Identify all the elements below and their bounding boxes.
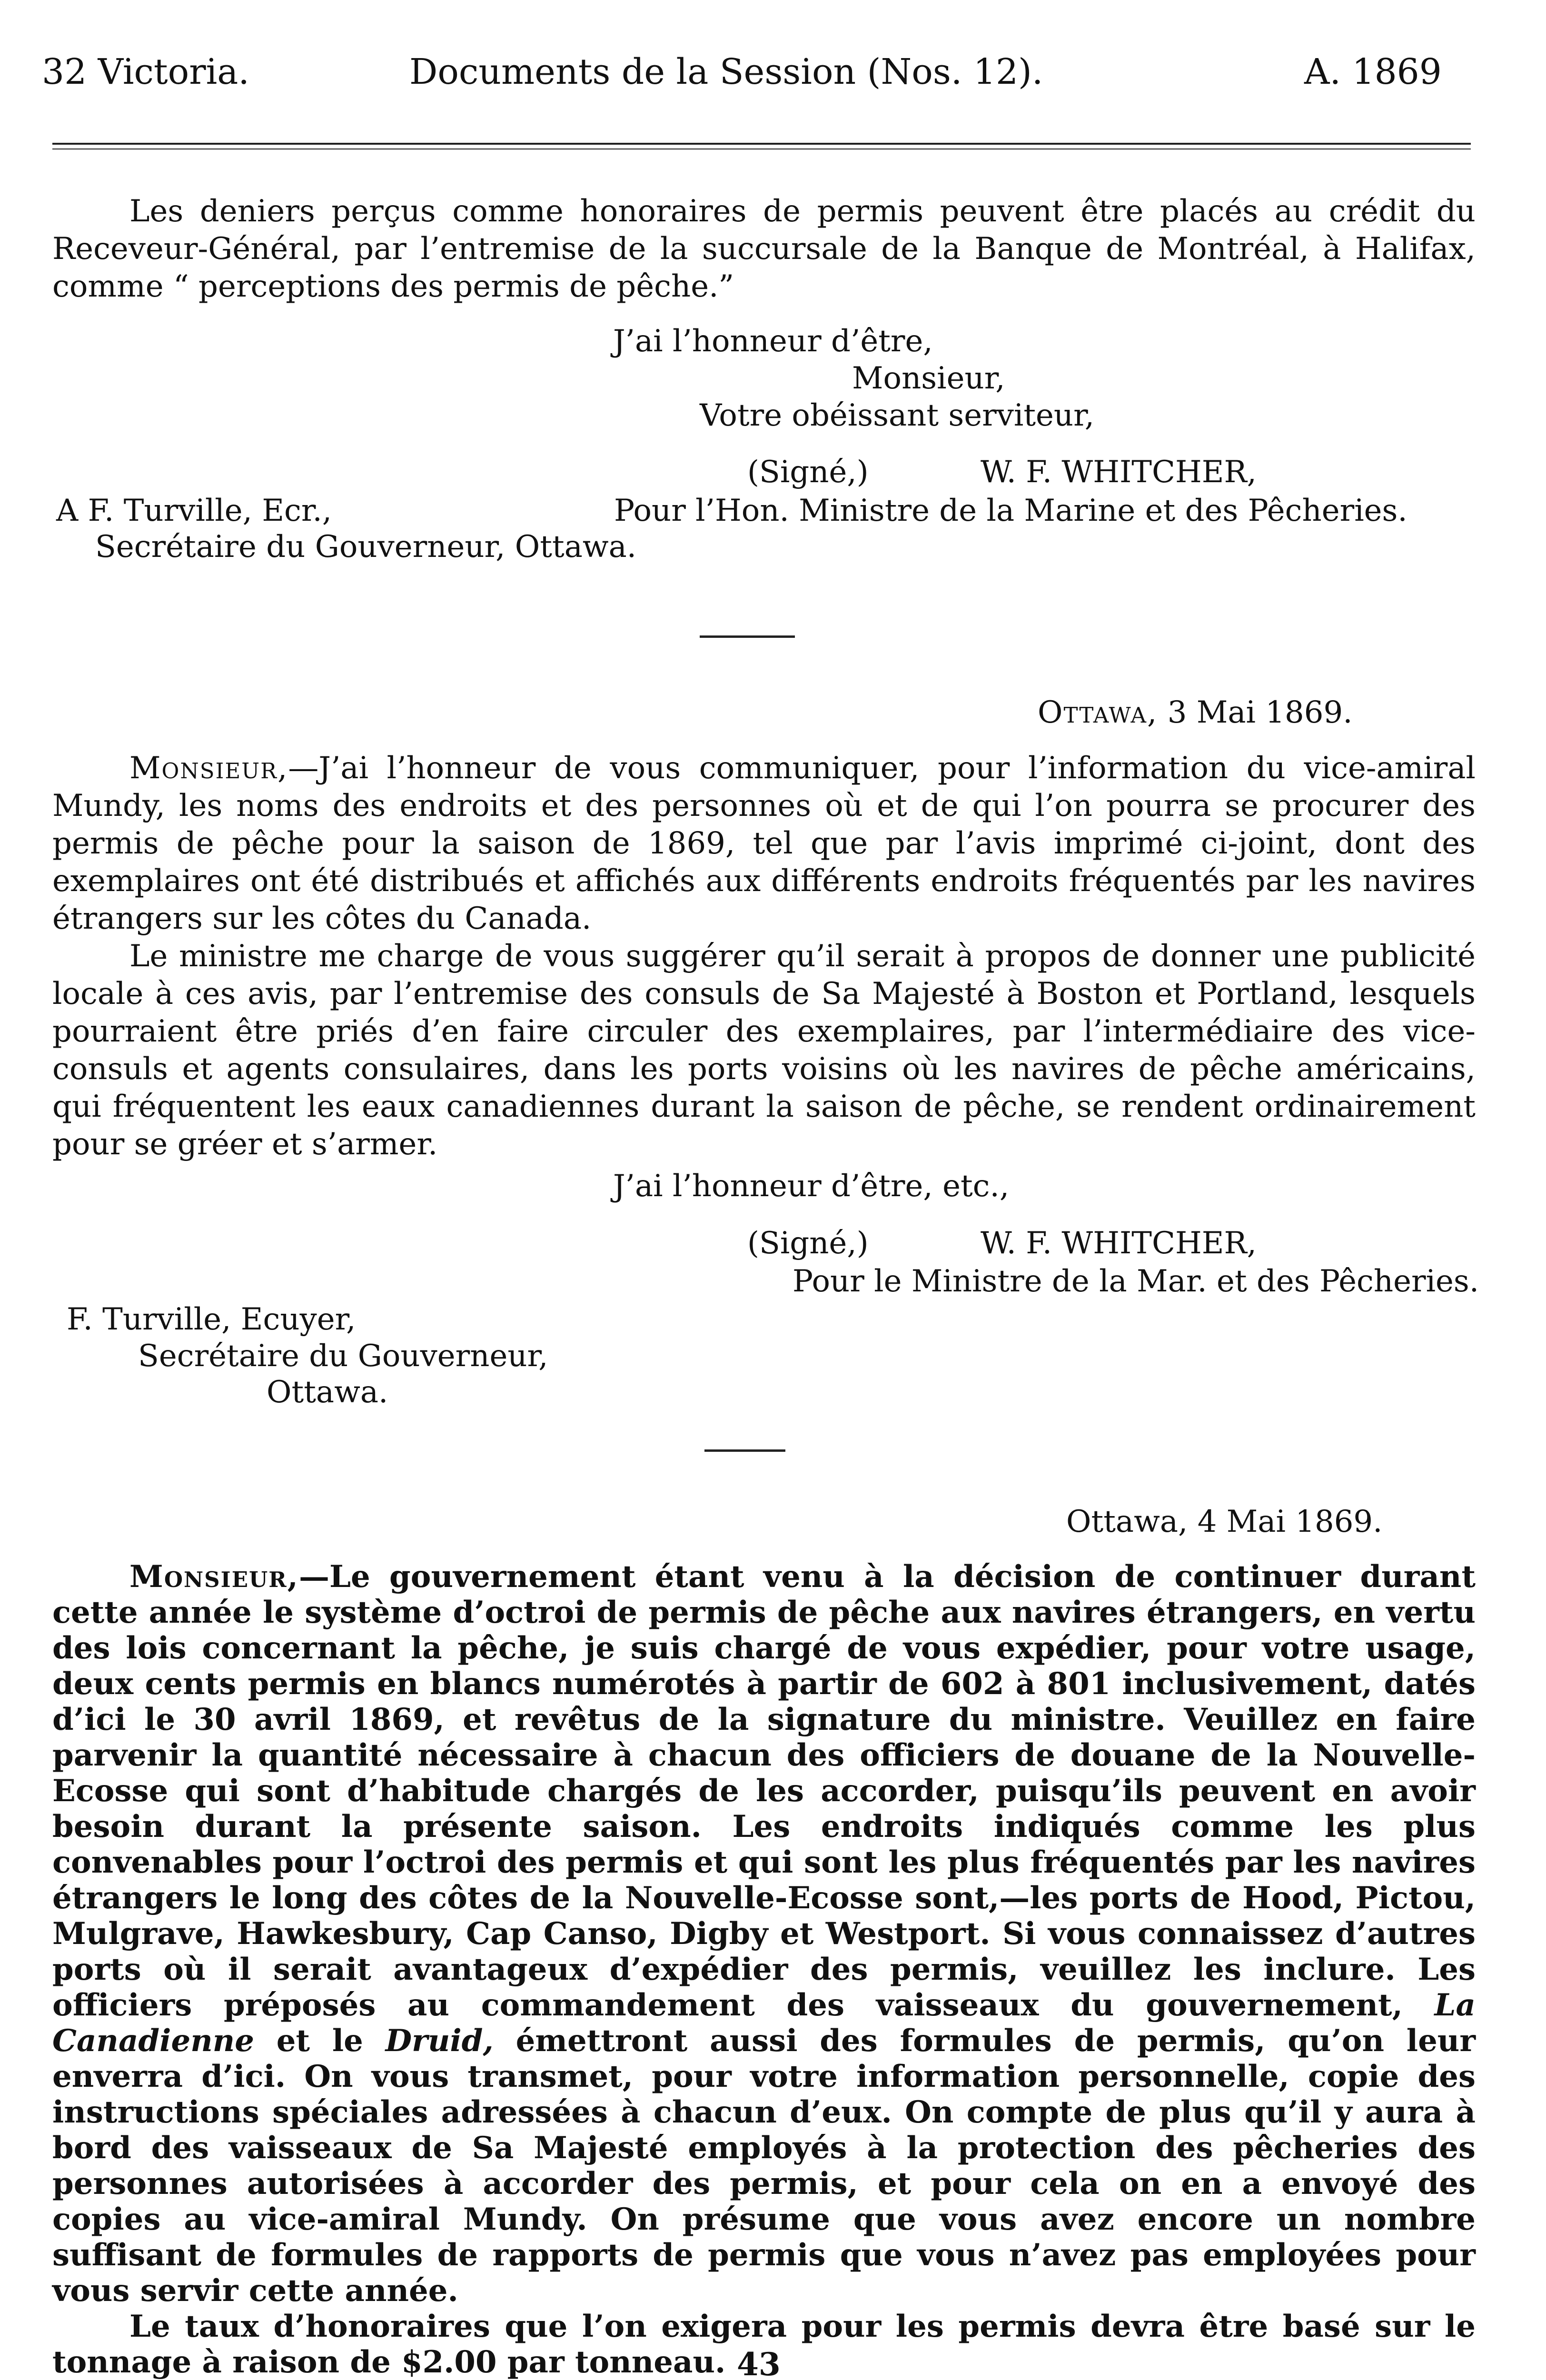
letter3-paragraph1	[52, 1559, 1476, 2309]
letter3-paragraph2: Le taux d’honoraires que l’on exigera pour les permis devra être basé sur le tonnage à raison de $2.00 par tonneau.	[52, 2309, 1476, 2380]
letter2-date: 3 Mai 1869.	[1167, 695, 1353, 730]
letter3-paragraph1-text-b: et le	[276, 2023, 363, 2059]
letter1-closing-line1: J’ai l’honneur d’être,	[613, 324, 933, 359]
header-rule	[52, 143, 1471, 145]
letter2-signer-title: Pour le Ministre de la Mar. et des Pêcheries.	[793, 1264, 1479, 1299]
letter1-paragraph: Les deniers perçus comme honoraires de permis peuvent être placés au crédit du Receveur-Général, par l’entremise de la succursale de la Banque de Montréal, à Halifax, comme “ perceptions des permis de pêche.”	[52, 194, 1476, 304]
letter2-paragraph2: Le ministre me charge de vous suggérer qu’il serait à propos de donner une publicité locale à ces avis, par l’entremise des consuls de Sa Majesté à Boston et Portland, lesquels pourraient être priés d’en faire circuler des exemplaires, par l’intermédiaire des vice-consuls et agents consulaires, dans les ports voisins où les navires de pêche américains, qui fréquentent les eaux canadiennes durant la saison de pêche, se rendent ordinairement pour se gréer et s’armer.	[52, 939, 1476, 1162]
letter-separator	[700, 635, 795, 638]
letter2-paragraph1-text: —J’ai l’honneur de vous communiquer, pour l’information du vice-amiral Mundy, les noms des endroits et des personnes où et de qui l’on pourra se procurer des permis de pêche pour la saison de 1869, tel que par l’avis imprimé ci-joint, dont des exemplaires ont été distribués et affichés aux différents endroits fréquentés par les navires étrangers sur les côtes du Canada.	[52, 751, 1476, 936]
page-number: 43	[737, 2346, 781, 2380]
letter2-salutation: Monsieur,	[129, 751, 288, 786]
letter1-signer-title: Pour l’Hon. Ministre de la Marine et des Pêcheries.	[614, 493, 1407, 528]
header-session-volume: 32 Victoria.	[42, 51, 249, 92]
letter3-salutation: Monsieur,	[129, 1559, 299, 1595]
letter3-paragraph1-text-a: —Le gouvernement étant venu à la décision de continuer durant cette année le système d’octroi de permis de pêche aux navires étrangers, en vertu des lois concernant la pêche, je suis chargé de vous expédier, pour votre usage, deux cents permis en blancs numérotés à partir de 602 à 801 inclusivement, datés d’ici le 30 avril 1869, et revêtus de la signature du ministre. Veuillez en faire parvenir la quantité nécessaire à chacun des officiers de douane de la Nouvelle-Ecosse qui sont d’habitude chargés de les accorder, puisqu’ils peuvent en avoir besoin durant la présente saison. Les endroits indiqués comme les plus convenables pour l’octroi des permis et qui sont les plus fréquentés par les navires étrangers le long des côtes de la Nouvelle-Ecosse sont,—les ports de Hood, Pictou, Mulgrave, Hawkesbury, Cap Canso, Digby et Westport. Si vous connaissez d’autres ports où il serait avantageux d’expédier des permis, veuillez les inclure. Les officiers préposés au commandement des vaisseaux du gouvernement,	[52, 1559, 1476, 2023]
letter2-signed-marker: (Signé,)	[747, 1226, 869, 1261]
letter-separator	[704, 1449, 785, 1452]
letter2-paragraph1	[52, 750, 1476, 938]
letter3-dateline: Ottawa, 4 Mai 1869.	[1066, 1504, 1383, 1539]
letter2-addressee-name: F. Turville, Ecuyer,	[67, 1302, 356, 1337]
letter1-signer: W. F. WHITCHER,	[981, 455, 1257, 490]
letter2-closing: J’ai l’honneur d’être, etc.,	[613, 1169, 1010, 1204]
letter1-closing-line2: Monsieur,	[852, 361, 1005, 396]
letter3-paragraph1-text-c: émettront aussi des formules de permis, qu’on leur enverra d’ici. On vous transmet, pour votre information personnelle, copie des instructions spéciales adressées à chacun d’eux. On compte de plus qu’il y aura à bord des vaisseaux de Sa Majesté employés à la protection des pêcheries des personnes autorisées à accorder des permis, et pour cela on en a envoyé des copies au vice-amiral Mundy. On présume que vous avez encore un nombre suffisant de formules de rapports de permis que vous n’avez pas employées pour vous servir cette année.	[52, 2023, 1476, 2309]
letter3-body	[52, 1559, 1476, 2380]
header-year: A. 1869	[1304, 51, 1442, 92]
letter1-body	[52, 193, 1476, 306]
letter2-addressee-city: Ottawa.	[267, 1375, 388, 1410]
header-title: Documents de la Session (Nos. 12).	[409, 51, 1043, 92]
letter1-addressee-title: Secrétaire du Gouverneur, Ottawa.	[95, 529, 637, 565]
letter1-signed-marker: (Signé,)	[747, 455, 869, 490]
letter2-place: Ottawa,	[1038, 695, 1158, 730]
letter2-addressee-title: Secrétaire du Gouverneur,	[138, 1339, 548, 1374]
letter1-addressee-name: A F. Turville, Ecr.,	[56, 493, 332, 528]
letter2-body	[52, 750, 1476, 1163]
letter1-closing-line3: Votre obéissant serviteur,	[700, 398, 1095, 433]
letter2-dateline	[1038, 695, 1353, 730]
letter2-signer: W. F. WHITCHER,	[981, 1226, 1257, 1261]
ship-name-la-canadienne: La Canadienne	[52, 1987, 1476, 2059]
ship-name-druid: Druid,	[385, 2023, 494, 2059]
